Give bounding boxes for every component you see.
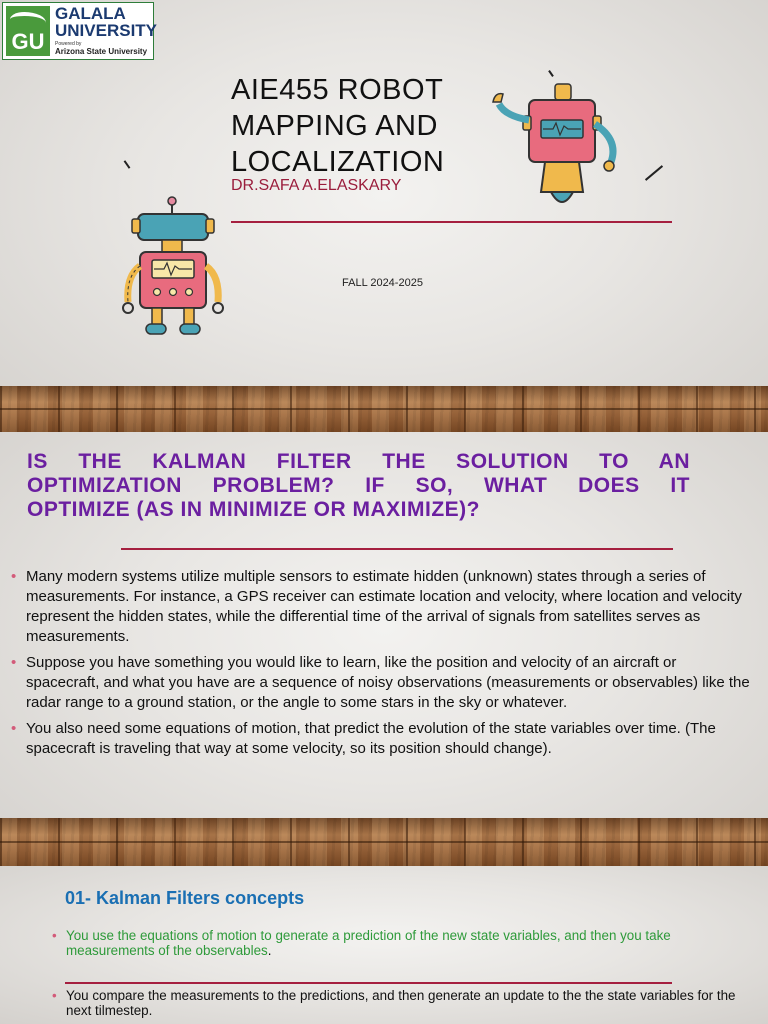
slide-question-heading (27, 450, 690, 522)
kalman-concepts-slide (0, 866, 768, 1024)
course-title-line3: LOCALIZATION (231, 146, 445, 178)
course-title-line2: MAPPING AND (231, 110, 438, 142)
hill-icon (10, 12, 46, 30)
decor-tick (124, 160, 131, 169)
bullet-list (52, 988, 742, 1018)
author-name: DR.SAFA A.ELASKARY (231, 177, 402, 194)
logo-name-line2: UNIVERSITY (55, 21, 158, 40)
logo-name (55, 5, 157, 39)
question-line-1: IS THE KALMAN FILTER THE SOLUTION TO AN (27, 450, 690, 473)
bullet-end-punct: . (267, 943, 272, 958)
logo-initials: GU (11, 29, 45, 54)
bullet-item: • Suppose you have something you would like to learn, like the position and velocity of an aircraft or spacecraft, and what you have are a sequence of noisy observations (measurements or observables) like the radar range to a ground station, or the angle to some stars in the sky or whatever. (10, 653, 750, 713)
robot-right-icon (485, 80, 625, 218)
bullet-item (52, 928, 742, 958)
wooden-floor (0, 818, 768, 866)
logo-partner: Arizona State University (55, 47, 148, 56)
galala-university-logo (2, 2, 158, 60)
title-divider (231, 221, 672, 223)
term-label: FALL 2024-2025 (342, 277, 423, 289)
concepts-divider (65, 982, 672, 984)
concepts-heading: 01- Kalman Filters concepts (65, 888, 305, 908)
wooden-floor (0, 386, 768, 432)
bullet-green-text: You use the equations of motion to generate a prediction of the new state variables, and then you take measurements of the observables (66, 928, 671, 958)
bullet-item: • Many modern systems utilize multiple sensors to estimate hidden (unknown) states through a series of measurements. For instance, a GPS receiver can estimate location and velocity, where location and velocity represent the hidden states, while the differential time of the arrival of signals from satellites serves as measurements. (10, 567, 750, 647)
logo-name-line1: GALALA (55, 4, 126, 23)
title-slide (0, 0, 768, 432)
question-line-3: OPTIMIZE (AS IN MINIMIZE OR MAXIMIZE)? (27, 498, 480, 521)
course-title-line1: AIE455 ROBOT (231, 74, 444, 106)
bullet-item: • You compare the measurements to the predictions, and then generate an update to the the state variables for the next tilmestep. (52, 988, 742, 1018)
question-divider (121, 548, 673, 550)
bullet-list (10, 567, 750, 765)
bullet-list (52, 928, 742, 958)
decor-tick (645, 165, 663, 181)
question-line-2: OPTIMIZATION PROBLEM? IF SO, WHAT DOES IT (27, 474, 690, 497)
gu-logo-mark (6, 6, 50, 56)
decor-tick (548, 70, 554, 77)
logo-powered-by: Powered by (55, 41, 82, 47)
course-title (231, 72, 444, 180)
kalman-question-slide (0, 432, 768, 866)
robot-left-icon (122, 196, 226, 338)
bullet-item: • You also need some equations of motion, that predict the evolution of the state variables over time. (The spacecraft is traveling that way at some velocity, so its position should change). (10, 719, 750, 759)
